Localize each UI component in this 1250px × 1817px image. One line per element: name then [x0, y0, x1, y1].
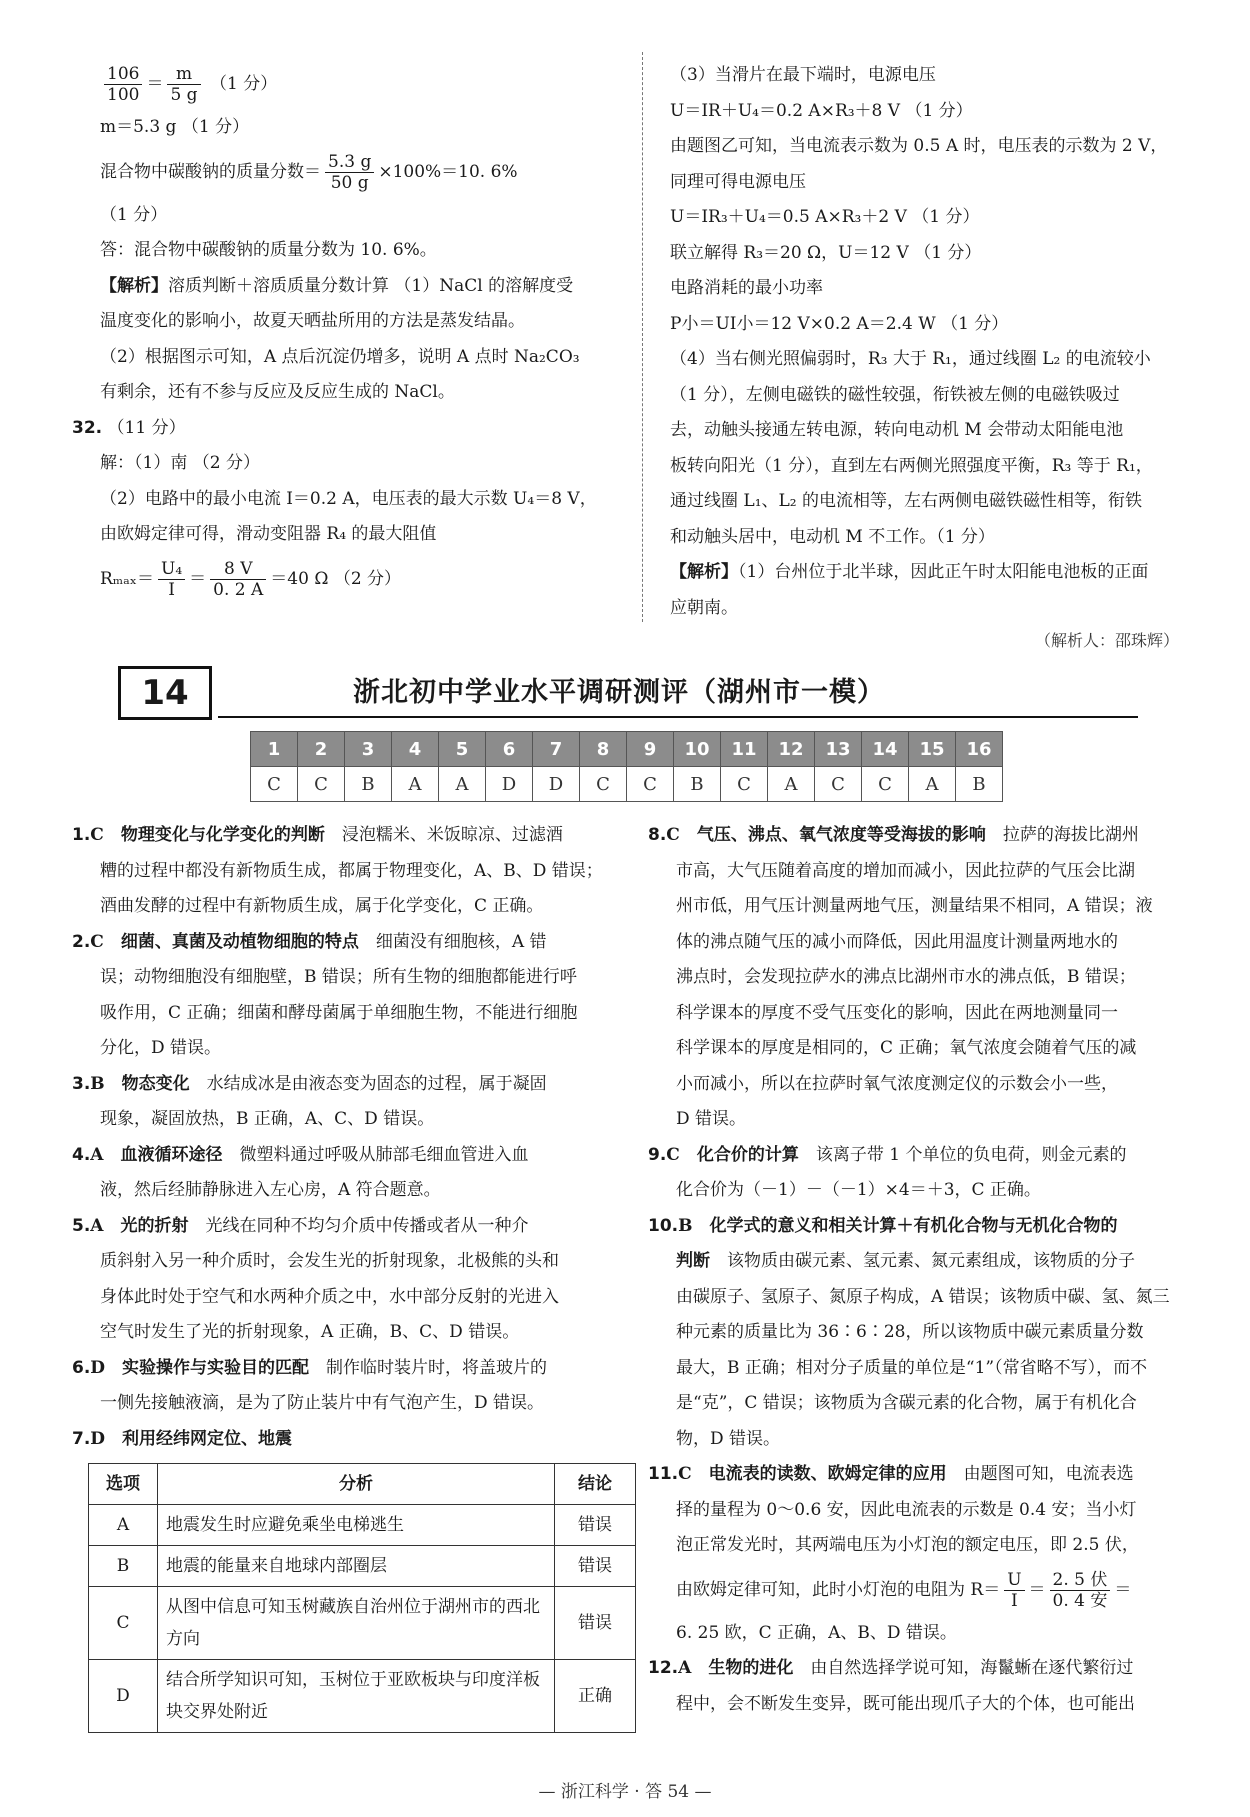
table-cell: 错误 [555, 1505, 636, 1546]
table-cell: B [89, 1546, 158, 1587]
explanation-text: 拉萨的海拔比湖州 [1002, 825, 1139, 845]
answer-number-cell: 11 [721, 732, 768, 767]
fraction-denominator: 0. 2 A [213, 579, 264, 600]
table-row [89, 1587, 636, 1660]
explanation-text: 物，D 错误。 [676, 1428, 781, 1449]
solution-text: 解：（1）南 （2 分） [100, 453, 260, 473]
section-title: 浙北初中学业水平调研测评（湖州市一模） [353, 677, 885, 708]
question-topic: 气压、沸点、氧气浓度等受海拔的影响 [696, 825, 986, 845]
explanation-text: 由碳原子、氢原子、氮原子构成，A 错误；该物质中碳、氢、氮三 [676, 1286, 1170, 1307]
solution-text: 通过线圈 L₁、L₂ 的电流相等，左右两侧电磁铁磁性相等，衔铁 [670, 491, 1143, 511]
question-answer: A [90, 1144, 104, 1165]
explanation-text: 最大，B 正确；相对分子质量的单位是“1”（常省略不写），而不 [676, 1357, 1148, 1378]
answer-letter-cell: A [909, 767, 956, 802]
answer-letter-cell: C [815, 767, 862, 802]
fraction-numerator: 8 V [210, 559, 266, 580]
table-cell: D [89, 1660, 158, 1733]
table-row [89, 1660, 636, 1733]
formula-prefix: Rₘₐₓ＝ [100, 568, 154, 589]
question-answer: C [666, 825, 680, 845]
solution-text: P小＝UI小＝12 V×0.2 A＝2.4 W （1 分） [670, 313, 1009, 334]
explanation-text: 水结成冰是由液态变为固态的过程，属于凝固 [206, 1073, 547, 1094]
question-topic: 化学式的意义和相关计算＋有机化合物与无机化合物的 [709, 1215, 1118, 1236]
explanation-text: 一侧先接触液滴，是为了防止装片中有气泡产生，D 错误。 [100, 1393, 545, 1413]
explanation-text: 科学课本的厚度是相同的，C 正确；氧气浓度会随着气压的减 [676, 1038, 1137, 1058]
question-topic: 化合价的计算 [696, 1144, 799, 1165]
explanation-text: 择的量程为 0～0.6 安，因此电流表的示数是 0.4 安；当小灯 [676, 1499, 1137, 1520]
analysis-text: 溶质判断＋溶质质量分数计算 （1）NaCl 的溶解度受 [168, 275, 574, 296]
analysis-label: 【解析】 [100, 275, 168, 296]
fraction-denominator: 0. 4 安 [1052, 1590, 1108, 1611]
analysis-label: 【解析】 [670, 562, 738, 582]
analysis-text: （2）根据图示可知，A 点后沉淀仍增多，说明 A 点时 Na₂CO₃ [100, 346, 580, 367]
mass-ratio-formula: $\frac{106}{100}$ ＝ $\frac{m}{5 g}$ （1 分） [100, 58, 620, 110]
mass-fraction-formula [100, 146, 620, 198]
answer-key-table [250, 731, 1003, 802]
explanation-text: 酒曲发酵的过程中有新物质生成，属于化学变化，C 正确。 [100, 896, 544, 916]
question-topic: 物态变化 [121, 1073, 190, 1094]
question-answer: D [90, 1357, 106, 1378]
explanation-text: 该物质由碳元素、氢元素、氮元素组成，该物质的分子 [727, 1251, 1135, 1271]
answer-number-cell: 7 [533, 732, 580, 767]
fraction-numerator: 2. 5 伏 [1050, 1570, 1111, 1591]
fraction [158, 559, 185, 600]
solution-text: 由题图乙可知，当电流表示数为 0.5 A 时，电压表的示数为 2 V， [670, 136, 1168, 156]
fraction-numerator: 106 [104, 64, 142, 85]
score: （11 分） [107, 417, 186, 438]
explanation-text: 市高，大气压随着高度的增加而减小，因此拉萨的气压会比湖 [676, 860, 1135, 881]
answer-number-cell: 3 [345, 732, 392, 767]
question-number: 5. [72, 1215, 91, 1236]
formula-suffix: ×100%＝10. 6% [378, 161, 518, 182]
answer-letter-cell: B [674, 767, 721, 802]
analysis-text: 应朝南。 [670, 597, 738, 618]
explanation-text: 细菌没有细胞核，A 错 [375, 931, 547, 952]
answer-letter-cell: C [627, 767, 674, 802]
answer-line: 答：混合物中碳酸钠的质量分数为 10. 6%。 [100, 240, 437, 260]
question-number: 1. [72, 825, 91, 845]
explanation-text: 分化，D 错误。 [100, 1038, 222, 1058]
solution-text: U＝IR＋U₄＝0.2 A×R₃＋8 V （1 分） [670, 100, 973, 121]
explanation-text: 光线在同种不均匀介质中传播或者从一种介 [205, 1215, 529, 1236]
question-topic: 血液循环途径 [120, 1144, 223, 1165]
fraction-denominator: I [1011, 1590, 1018, 1611]
question-number: 9. [648, 1144, 667, 1165]
fraction [1004, 1570, 1024, 1611]
formula-prefix: 由欧姆定律可知，此时小灯泡的电阻为 R＝ [676, 1579, 1001, 1600]
table-header: 分析 [158, 1464, 555, 1505]
answer-number-cell: 5 [439, 732, 486, 767]
answer-number-cell: 16 [956, 732, 1003, 767]
answer-number-cell: 15 [909, 732, 956, 767]
table-row [89, 1546, 636, 1587]
q7-analysis-table [88, 1463, 636, 1733]
fraction [167, 64, 200, 105]
solution-text: （4）当右侧光照偏弱时，R₃ 大于 R₁，通过线圈 L₂ 的电流较小 [670, 349, 1151, 369]
fraction-denominator: 50 g [330, 172, 369, 193]
solution-text: U＝IR₃＋U₄＝0.5 A×R₃＋2 V （1 分） [670, 207, 980, 227]
answer-letter-cell: C [721, 767, 768, 802]
explanation-text: 现象，凝固放热，B 正确，A、C、D 错误。 [100, 1109, 435, 1129]
answer-number-cell: 12 [768, 732, 815, 767]
solution-text: 和动触头居中，电动机 M 不工作。（1 分） [670, 526, 995, 547]
section-rule [218, 716, 1138, 718]
explanation-text: 州市低，用气压计测量两地气压，测量结果不相同，A 错误；液 [676, 896, 1153, 916]
answer-letter-cell: B [345, 767, 392, 802]
question-answer: B [678, 1215, 693, 1236]
table-cell: 错误 [555, 1546, 636, 1587]
fraction-numerator: U₄ [158, 559, 185, 580]
answer-letter-cell: D [486, 767, 533, 802]
table-cell: 地震发生时应避免乘坐电梯逃生 [158, 1505, 555, 1546]
explanation-text: 糟的过程中都没有新物质生成，都属于物理变化，A、B、D 错误； [100, 860, 603, 881]
explanation-text: 该离子带 1 个单位的负电荷，则金元素的 [815, 1144, 1127, 1165]
table-cell: 地震的能量来自地球内部圈层 [158, 1546, 555, 1587]
question-number: 3. [72, 1073, 91, 1094]
fraction-denominator: 100 [107, 85, 140, 105]
author-credit: （解析人：邵珠辉） [1035, 631, 1180, 650]
answer-letter-cell: A [768, 767, 815, 802]
explanation-text: 吸作用，C 正确；细菌和酵母菌属于单细胞生物，不能进行细胞 [100, 1002, 578, 1023]
fraction-numerator: U [1004, 1570, 1024, 1591]
question-number: 11. [648, 1464, 679, 1484]
explanation-text: 化合价为（－1）－（－1）×4＝＋3，C 正确。 [676, 1180, 1041, 1200]
question-topic: 实验操作与实验目的匹配 [122, 1357, 310, 1378]
question-answer: B [90, 1073, 105, 1094]
answer-number-cell: 8 [580, 732, 627, 767]
explanation-text: 误；动物细胞没有细胞壁，B 错误；所有生物的细胞都能进行呼 [100, 967, 577, 987]
analysis-text: （1）台州位于北半球，因此正午时太阳能电池板的正面 [738, 562, 1149, 582]
question-number: 32. [72, 417, 103, 438]
explanation-text: 质斜射入另一种介质时，会发生光的折射现象，北极熊的头和 [100, 1251, 559, 1271]
section-number: 14 [118, 666, 212, 720]
formula-prefix: 混合物中碳酸钠的质量分数＝ [100, 161, 321, 182]
explanation-text: 身体此时处于空气和水两种介质之中，水中部分反射的光进入 [100, 1286, 559, 1307]
right-top-column [670, 58, 1200, 626]
right-bottom-column [648, 818, 1200, 1722]
table-row [89, 1505, 636, 1546]
column-divider [642, 52, 643, 622]
question-answer: A [90, 1215, 104, 1236]
fraction-numerator: m [167, 64, 200, 85]
question-answer: C [678, 1464, 692, 1484]
explanation-text: 程中，会不断发生变异，既可能出现爪子大的个体，也可能出 [676, 1693, 1135, 1714]
question-answer: D [90, 1428, 106, 1449]
question-topic: 判断 [676, 1251, 710, 1271]
fraction [210, 559, 266, 600]
answer-number-cell: 10 [674, 732, 721, 767]
explanation-text: 是“克”，C 错误；该物质为含碳元素的化合物，属于有机化合 [676, 1393, 1137, 1413]
question-number: 6. [72, 1357, 91, 1378]
answer-letter-cell: B [956, 767, 1003, 802]
solution-text: 联立解得 R₃＝20 Ω，U＝12 V （1 分） [670, 242, 982, 263]
question-answer: A [678, 1658, 692, 1678]
question-topic: 利用经纬网定位、地震 [122, 1428, 293, 1449]
solution-text: 板转向阳光（1 分），直到左右两侧光照强度平衡，R₃ 等于 R₁， [670, 455, 1153, 476]
table-cell: C [89, 1587, 158, 1660]
solution-text: 电路消耗的最小功率 [670, 278, 823, 298]
explanation-text: 6. 25 欧，C 正确，A、B、D 错误。 [676, 1622, 957, 1643]
answer-letter-cell: C [580, 767, 627, 802]
solution-text: （2）电路中的最小电流 I＝0.2 A，电压表的最大示数 U₄＝8 V， [100, 488, 597, 509]
explanation-text: 体的沸点随气压的减小而降低，因此用温度计测量两地水的 [676, 931, 1118, 952]
answer-number-cell: 4 [392, 732, 439, 767]
explanation-text: 空气时发生了光的折射现象，A 正确，B、C、D 错误。 [100, 1322, 520, 1342]
resistance-formula: 由欧姆定律可知，此时小灯泡的电阻为 R＝ $\frac{U}{I}$ ＝ $\frac{\text{2. 5 伏}}{\text{0. 4 安}}$ ＝ [676, 1569, 1132, 1611]
explanation-text: 微塑料通过呼吸从肺部毛细血管进入血 [239, 1144, 529, 1165]
formula-suffix: ＝40 Ω （2 分） [270, 568, 402, 589]
question-number: 7. [72, 1428, 91, 1449]
question-answer: C [666, 1144, 680, 1165]
answer-letter-cell: D [533, 767, 580, 802]
question-topic: 电流表的读数、欧姆定律的应用 [708, 1464, 947, 1484]
table-cell: 错误 [555, 1587, 636, 1660]
question-topic: 光的折射 [120, 1215, 189, 1236]
table-cell: 从图中信息可知玉树藏族自治州位于湖州市的西北方向 [158, 1587, 555, 1660]
question-topic: 生物的进化 [708, 1658, 794, 1678]
answer-number-cell: 2 [298, 732, 345, 767]
fraction [104, 64, 142, 105]
answer-number-cell: 9 [627, 732, 674, 767]
explanation-text: 由题图可知，电流表选 [963, 1464, 1134, 1484]
explanation-text: 科学课本的厚度不受气压变化的影响，因此在两地测量同一 [676, 1002, 1118, 1023]
explanation-text: 由自然选择学说可知，海鬣蜥在逐代繁衍过 [810, 1658, 1134, 1678]
page-footer: — 浙江科学 · 答 54 — [538, 1782, 712, 1802]
question-number: 2. [72, 931, 91, 952]
solution-text: （1 分），左侧电磁铁的磁性较强，衔铁被左侧的电磁铁吸过 [670, 384, 1120, 405]
explanation-text: D 错误。 [676, 1109, 747, 1129]
solution-text: 去，动触头接通左转电源，转向电动机 M 会带动太阳能电池 [670, 420, 1124, 440]
question-number: 4. [72, 1144, 91, 1165]
question-number: 8. [648, 825, 667, 845]
table-cell: A [89, 1505, 158, 1546]
section-header [118, 666, 1138, 718]
explanation-text: 小而减小，所以在拉萨时氧气浓度测定仪的示数会小一些， [676, 1073, 1118, 1094]
left-bottom-column [72, 818, 632, 1733]
explanation-text: 液，然后经肺静脉进入左心房，A 符合题意。 [100, 1180, 441, 1200]
fraction-denominator: 5 g [170, 85, 198, 105]
fraction-numerator: 5.3 g [325, 152, 374, 173]
answer-letter-cell: A [439, 767, 486, 802]
answer-number-cell: 6 [486, 732, 533, 767]
explanation-text: 种元素的质量比为 36∶6∶28，所以该物质中碳元素质量分数 [676, 1322, 1144, 1342]
answer-letter-cell: A [392, 767, 439, 802]
explanation-text: 制作临时装片时，将盖玻片的 [326, 1357, 548, 1378]
rmax-formula: Rₘₐₓ＝ $\frac{\text{U₄}}{I}$ ＝ $\frac{8 V}{0. 2 A}$ ＝40 Ω （2 分） [100, 558, 402, 600]
table-cell: 正确 [555, 1660, 636, 1733]
question-answer: C [90, 931, 104, 952]
left-top-column [72, 58, 620, 605]
fraction [325, 152, 374, 193]
analysis-text: 有剩余，还有不参与反应及反应生成的 NaCl。 [100, 382, 455, 402]
question-number: 10. [648, 1215, 679, 1236]
answer-letter-cell: C [862, 767, 909, 802]
analysis-text: 温度变化的影响小，故夏天晒盐所用的方法是蒸发结晶。 [100, 311, 525, 331]
explanation-text: 沸点时，会发现拉萨水的沸点比湖州市水的沸点低，B 错误； [676, 967, 1136, 987]
table-header: 选项 [89, 1464, 158, 1505]
score: （1 分） [100, 204, 168, 225]
explanation-text: 泡正常发光时，其两端电压为小灯泡的额定电压，即 2.5 伏， [676, 1535, 1139, 1555]
question-number: 12. [648, 1658, 679, 1678]
fraction [1050, 1570, 1111, 1611]
solution-text: 由欧姆定律可得，滑动变阻器 R₄ 的最大阻值 [100, 524, 437, 544]
answer-number-cell: 1 [251, 732, 298, 767]
question-answer: C [90, 825, 104, 845]
score: （1 分） [209, 74, 278, 94]
answer-letter-cell: C [298, 767, 345, 802]
solution-text: 同理可得电源电压 [670, 171, 806, 192]
question-topic: 细菌、真菌及动植物细胞的特点 [120, 931, 359, 952]
fraction-denominator: I [168, 579, 175, 600]
table-header: 结论 [555, 1464, 636, 1505]
answer-number-cell: 14 [862, 732, 909, 767]
mass-result: m＝5.3 g （1 分） [100, 117, 250, 137]
table-cell: 结合所学知识可知，玉树位于亚欧板块与印度洋板块交界处附近 [158, 1660, 555, 1733]
solution-text: （3）当滑片在最下端时，电源电压 [670, 65, 936, 85]
question-topic: 物理变化与化学变化的判断 [120, 825, 325, 845]
explanation-text: 浸泡糯米、米饭晾凉、过滤酒 [341, 825, 563, 845]
answer-number-cell: 13 [815, 732, 862, 767]
answer-letter-cell: C [251, 767, 298, 802]
